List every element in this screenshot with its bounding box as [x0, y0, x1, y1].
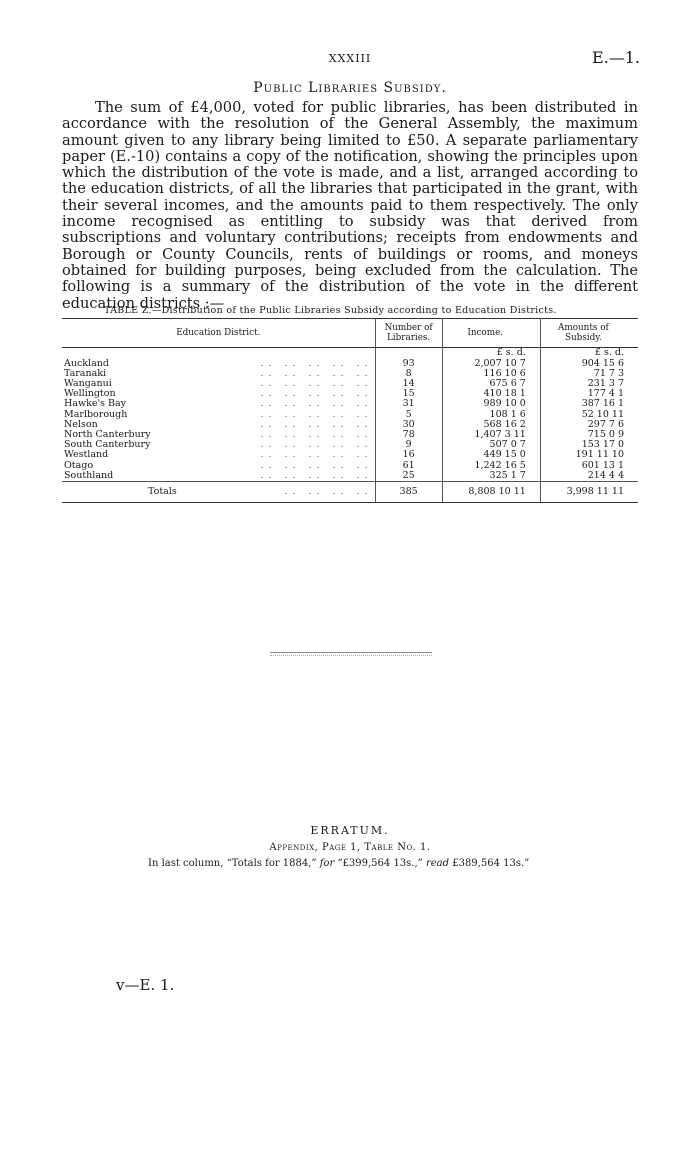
table-header-row	[62, 319, 638, 348]
libraries-cell: 61	[375, 461, 442, 471]
libraries-cell: 15	[375, 389, 442, 399]
section-title-text: Public Libraries Subsidy.	[253, 80, 447, 96]
district-cell	[62, 471, 375, 482]
table-caption: TABLE Z.—Distribution of the Public Libraries Subsidy according to Education Districts.	[104, 305, 557, 316]
totals-subsidy: 3,998 11 11	[540, 482, 638, 503]
income-cell: 116 10 6	[442, 369, 540, 379]
leader-dots: .. .. .. .. ..	[260, 449, 373, 461]
erratum-wrong-value: “£399,564 13s.,”	[337, 858, 423, 869]
district-name: Hawke's Bay	[64, 398, 126, 410]
totals-label	[62, 482, 375, 503]
erratum-correct-value: £389,564 13s.”	[452, 858, 530, 869]
leader-dots: .. .. .. ..	[284, 486, 373, 498]
libraries-cell: 25	[375, 471, 442, 482]
subsidy-cell: 214 4 4	[540, 471, 638, 482]
libraries-cell: 5	[375, 410, 442, 420]
separator-rule	[270, 652, 432, 656]
erratum-reference: Appendix, Page 1, Table No. 1.	[269, 842, 431, 853]
district-name: Westland	[64, 449, 109, 461]
erratum-prefix: In last column, “Totals for 1884,”	[148, 858, 317, 869]
libraries-cell: 14	[375, 379, 442, 389]
district-name: South Canterbury	[64, 439, 151, 451]
erratum-text	[148, 858, 529, 869]
income-cell: 410 18 1	[442, 389, 540, 399]
erratum-read: read	[425, 858, 450, 869]
subsidy-cell: 153 17 0	[540, 440, 638, 450]
page-number: XXXIII	[328, 52, 372, 65]
income-cell: 675 6 7	[442, 379, 540, 389]
district-name: Marlborough	[64, 408, 128, 420]
table-row	[62, 471, 638, 482]
income-cell: 449 15 0	[442, 450, 540, 460]
income-cell: 2,007 10 7	[442, 359, 540, 369]
paper-reference: E.—1.	[591, 48, 640, 67]
subsidy-units: £ s. d.	[540, 348, 638, 359]
district-name: Southland	[64, 469, 114, 481]
header-income: Income.	[442, 319, 540, 348]
totals-libraries: 385	[375, 482, 442, 503]
subsidy-cell: 52 10 11	[540, 410, 638, 420]
libraries-cell: 30	[375, 420, 442, 430]
leader-dots: .. .. .. .. ..	[260, 398, 373, 410]
erratum-heading: ERRATUM.	[310, 824, 390, 837]
income-units: £ s. d.	[442, 348, 540, 359]
libraries-cell: 9	[375, 440, 442, 450]
leader-dots: .. .. .. .. ..	[260, 459, 373, 471]
leader-dots: .. .. .. .. ..	[260, 378, 373, 390]
leader-dots: .. .. .. .. ..	[260, 408, 373, 420]
district-name: North Canterbury	[64, 429, 151, 441]
libraries-cell: 31	[375, 399, 442, 409]
body-paragraph: The sum of £4,000, voted for public libraries, has been distributed in accordance with the resolution of the General Assembly, the maximum amount given to any library being limited to £50. A separate parliamentary paper (E.-10) contains a copy of the notification, showing the principles upon which the distribution of the vote is made, and a list, arranged according to the education districts, of all the libraries that participated in the grant, with their several incomes, and the amounts paid to them respectively. The only income recognised as entitling to subsidy was that derived from subscriptions and voluntary contributions; receipts from endowments and Borough or County Councils, rents of buildings or rooms, and moneys obtained for building purposes, being excluded from the calculation. The following is a summary of the distribution of the vote in the different education districts :—	[62, 99, 638, 312]
leader-dots: .. .. .. .. ..	[260, 418, 373, 430]
income-cell: 325 1 7	[442, 471, 540, 482]
totals-row	[62, 482, 638, 503]
leader-dots: .. .. .. .. ..	[260, 357, 373, 369]
header-subsidy: Amounts of Subsidy.	[540, 319, 638, 348]
district-name: Wanganui	[64, 378, 112, 390]
footer-reference: v—E. 1.	[116, 976, 175, 994]
district-name: Taranaki	[64, 367, 107, 379]
subsidy-cell: 601 13 1	[540, 461, 638, 471]
income-cell: 507 0 7	[442, 440, 540, 450]
leader-dots: .. .. .. .. ..	[260, 469, 373, 481]
subsidy-cell: 191 11 10	[540, 450, 638, 460]
income-cell: 989 10 0	[442, 399, 540, 409]
erratum-for: for	[319, 858, 335, 869]
header-libraries: Number of Libraries.	[375, 319, 442, 348]
district-name: Otago	[64, 459, 94, 471]
libraries-cell: 8	[375, 369, 442, 379]
income-cell: 1,407 3 11	[442, 430, 540, 440]
leader-dots: .. .. .. .. ..	[260, 439, 373, 451]
leader-dots: .. .. .. .. ..	[260, 388, 373, 400]
subsidy-cell: 904 15 6	[540, 359, 638, 369]
leader-dots: .. .. .. .. ..	[260, 429, 373, 441]
totals-label-text: Totals	[148, 486, 177, 498]
distribution-table	[62, 318, 638, 503]
subsidy-cell: 387 16 1	[540, 399, 638, 409]
libraries-cell: 16	[375, 450, 442, 460]
subsidy-cell: 71 7 3	[540, 369, 638, 379]
district-name: Wellington	[64, 388, 116, 400]
district-name: Auckland	[64, 357, 109, 369]
income-cell: 568 16 2	[442, 420, 540, 430]
district-name: Nelson	[64, 418, 98, 430]
income-cell: 1,242 16 5	[442, 461, 540, 471]
units-row	[62, 348, 638, 359]
subsidy-cell: 297 7 6	[540, 420, 638, 430]
subsidy-cell: 715 0 9	[540, 430, 638, 440]
subsidy-cell: 177 4 1	[540, 389, 638, 399]
libraries-cell: 93	[375, 359, 442, 369]
totals-income: 8,808 10 11	[442, 482, 540, 503]
libraries-cell: 78	[375, 430, 442, 440]
subsidy-cell: 231 3 7	[540, 379, 638, 389]
leader-dots: .. .. .. .. ..	[260, 367, 373, 379]
header-district: Education District.	[176, 328, 261, 339]
section-title	[0, 80, 700, 96]
income-cell: 108 1 6	[442, 410, 540, 420]
